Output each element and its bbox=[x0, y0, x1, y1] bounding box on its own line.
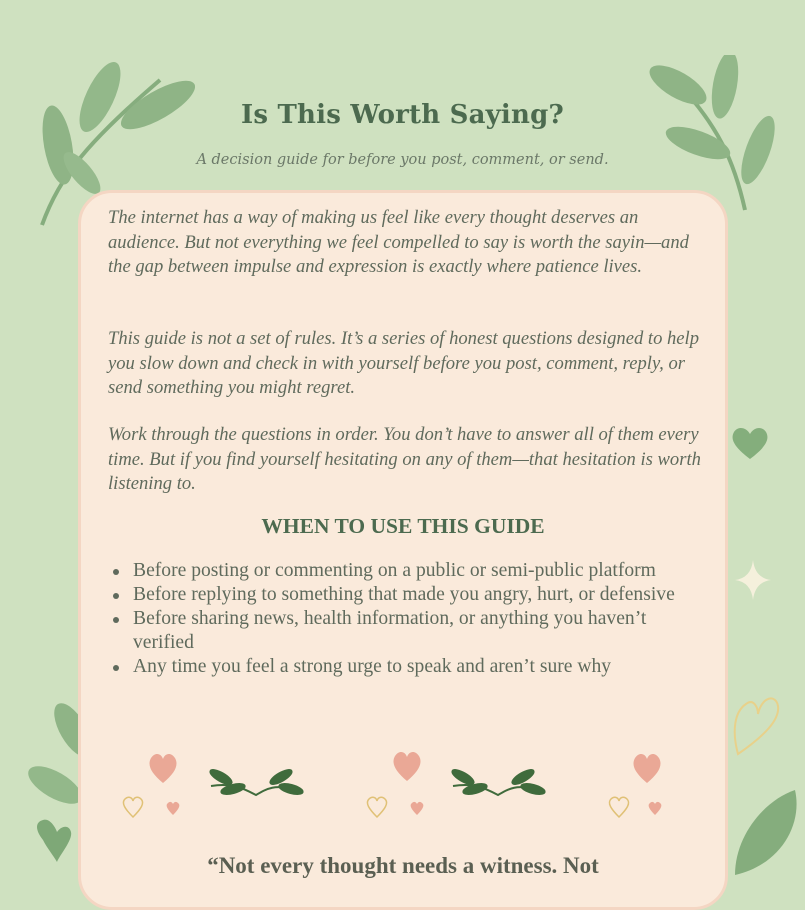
bullet-icon bbox=[113, 569, 119, 575]
list-item bbox=[108, 559, 708, 583]
list-item-text: Before posting or commenting on a public or semi-public platform bbox=[133, 560, 656, 581]
intro-paragraph: Work through the questions in order. You don’t have to answer all of them every time. But if you find yourself hesitating on any of them—that hesitation is worth listening to. bbox=[108, 424, 701, 494]
heart-icon bbox=[730, 425, 770, 461]
hearts-cluster-icon bbox=[123, 754, 179, 817]
content-card bbox=[78, 190, 728, 910]
vine-icon bbox=[209, 768, 304, 796]
intro-paragraph: The internet has a way of making us feel like every thought deserves an audience. But not everything we feel compelled to say is worth the sayin—and the gap between impulse and expression is exactly where patience lives. bbox=[108, 207, 689, 277]
sparkle-icon bbox=[735, 560, 771, 600]
list-item bbox=[108, 583, 708, 607]
list-item-text: Before sharing news, health information, or anything you haven’t verified bbox=[133, 608, 647, 653]
leaf-sprig-bottom-left-icon bbox=[25, 700, 85, 879]
leaf-bottom-right-icon bbox=[725, 785, 805, 879]
list-item bbox=[108, 655, 708, 679]
bullet-icon bbox=[113, 665, 119, 671]
list-item bbox=[108, 607, 708, 655]
list-item-text: Any time you feel a strong urge to speak and aren’t sure why bbox=[133, 656, 612, 677]
page-subtitle: A decision guide for before you post, comment, or send. bbox=[196, 152, 609, 168]
intro-paragraph: This guide is not a set of rules. It’s a series of honest questions designed to help you slow down and check in with yourself before you post, comment, reply, or send something you might regret. bbox=[108, 328, 700, 398]
use-cases-list bbox=[108, 559, 708, 679]
pull-quote: “Not every thought needs a witness. Not bbox=[207, 853, 599, 878]
list-item-text: Before replying to something that made you angry, hurt, or defensive bbox=[133, 584, 675, 605]
hearts-cluster-icon bbox=[609, 754, 661, 817]
heart-outline-icon bbox=[728, 692, 780, 758]
bullet-icon bbox=[113, 593, 119, 599]
page-title: Is This Worth Saying? bbox=[241, 100, 564, 130]
vine-icon bbox=[451, 768, 546, 796]
bullet-icon bbox=[113, 617, 119, 623]
decorative-divider bbox=[81, 743, 725, 823]
hearts-cluster-icon bbox=[367, 752, 423, 817]
section-heading: WHEN TO USE THIS GUIDE bbox=[261, 514, 545, 538]
